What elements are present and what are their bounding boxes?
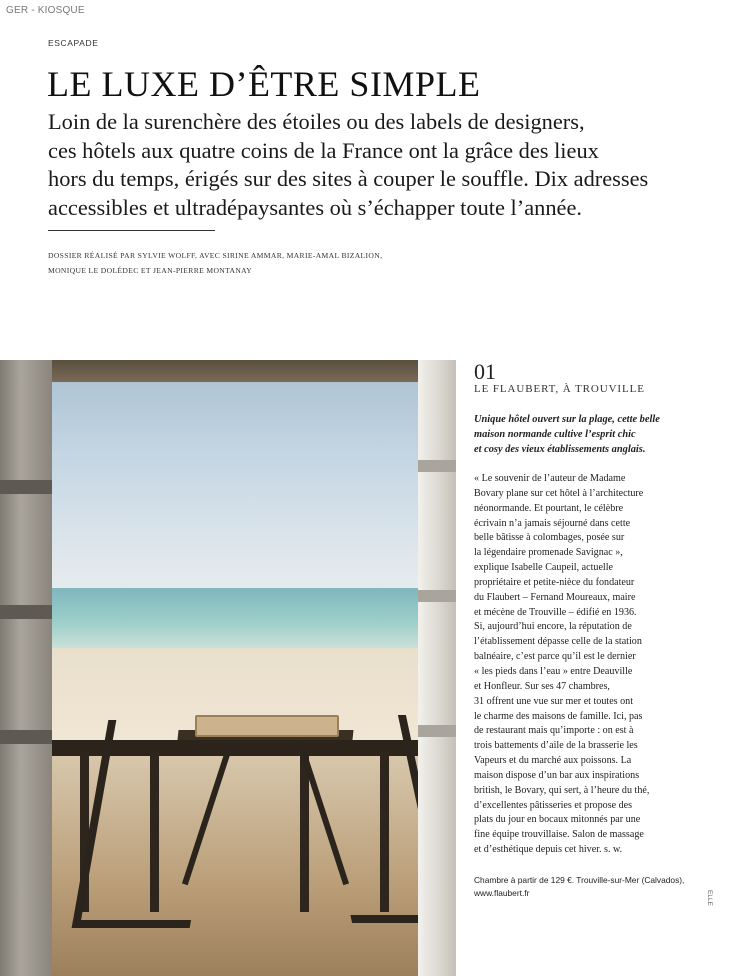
- body-line: et Honfleur. Sur ses 47 chambres,: [474, 680, 610, 692]
- balcony-sea-view-photo: [0, 360, 456, 976]
- body-line: Vapeurs et du marché aux poissons. La: [474, 755, 632, 767]
- body-line: de restaurant mais qu’importe : on est à: [474, 725, 634, 737]
- footer-website-link[interactable]: www.flaubert.fr: [474, 888, 530, 898]
- body-line: Bovary plane sur cet hôtel à l’architecture: [474, 487, 644, 499]
- body-line: fine équipe trouvillaise. Salon de massage: [474, 829, 644, 841]
- article-intro: [474, 413, 660, 457]
- photo-door-frame-right: [418, 360, 456, 976]
- body-line: balnéaire, c’est parce qu’il est le dernier: [474, 651, 636, 663]
- chapo: [48, 108, 688, 222]
- body-line: écrivain n’a jamais séjourné dans cette: [474, 517, 631, 529]
- photo-door-frame-left: [0, 360, 52, 976]
- body-line: Si, aujourd’hui encore, la réputation de: [474, 621, 632, 633]
- source-label: GER - KIOSQUE: [6, 5, 85, 16]
- body-line: 31 offrent une vue sur mer et toutes ont: [474, 695, 634, 707]
- photo-sky: [40, 360, 435, 590]
- body-line: et mécène de Trouville – édifié en 1936.: [474, 606, 637, 618]
- photo-door-mullion: [0, 480, 52, 494]
- photo-door-mullion: [418, 725, 456, 737]
- section-label: ESCAPADE: [48, 38, 99, 48]
- body-line: l’établissement dépasse celle de la station: [474, 636, 642, 648]
- footer-line: Chambre à partir de 129 €. Trouville-sur-Mer (Calvados),: [474, 875, 685, 885]
- chapo-line: accessibles et ultradépaysantes où s’échapper toute l’année.: [48, 194, 583, 220]
- body-line: « Le souvenir de l’auteur de Madame: [474, 473, 626, 484]
- credits-line: DOSSIER RÉALISÉ PAR SYLVIE WOLFF, AVEC SIRINE AMMAR, MARIE-AMAL BIZALION,: [48, 251, 383, 260]
- page-marker: ELLE: [706, 890, 713, 906]
- photo-door-mullion: [418, 460, 456, 472]
- body-line: plats du jour en bocaux mitonnés par une: [474, 814, 641, 826]
- photo-door-mullion: [0, 730, 52, 744]
- intro-line: et cosy des vieux établissements anglais.: [474, 443, 646, 455]
- divider-rule: [48, 230, 215, 231]
- body-line: trois battements d’aile de la brasserie les: [474, 740, 638, 752]
- body-line: du Flaubert – Fernand Moureaux, maire: [474, 591, 636, 603]
- body-line: maison dispose d’un bar aux inspirations: [474, 769, 640, 781]
- photo-door-mullion: [0, 605, 52, 619]
- credits: [48, 248, 382, 278]
- article-subtitle: LE FLAUBERT, À TROUVILLE: [474, 383, 645, 395]
- photo-breakfast-tray: [195, 715, 339, 737]
- body-line: propriétaire et petite-nièce du fondateur: [474, 576, 635, 588]
- body-line: et d’esthétique depuis cet hiver. s. w.: [474, 844, 623, 856]
- body-line: la légendaire promenade Savignac »,: [474, 547, 623, 559]
- body-line: néonormande. Et pourtant, le célèbre: [474, 502, 624, 514]
- photo-sea: [40, 588, 435, 650]
- body-line: « les pieds dans l’eau » entre Deauville: [474, 665, 633, 677]
- photo-lintel: [0, 360, 456, 382]
- chapo-line: ces hôtels aux quatre coins de la France ont la grâce des lieux: [48, 137, 599, 163]
- body-line: d’excellentes pâtisseries et propose des: [474, 799, 633, 811]
- chapo-line: hors du temps, érigés sur des sites à couper le souffle. Dix adresses: [48, 166, 649, 192]
- article-body: [474, 472, 649, 858]
- body-line: belle bâtisse à colombages, posée sur: [474, 532, 625, 544]
- credits-line: MONIQUE LE DOLÉDEC ET JEAN-PIERRE MONTANAY: [48, 266, 253, 275]
- intro-line: Unique hôtel ouvert sur la plage, cette belle: [474, 414, 660, 425]
- body-line: le charme des maisons de famille. Ici, pas: [474, 710, 643, 722]
- photo-door-mullion: [418, 590, 456, 602]
- article-number: 01: [474, 359, 496, 384]
- body-line: explique Isabelle Caupeil, actuelle: [474, 562, 614, 574]
- headline: LE LUXE D’ÊTRE SIMPLE: [47, 64, 481, 104]
- intro-line: maison normande cultive l’esprit chic: [474, 428, 636, 440]
- article-footer: [474, 874, 684, 900]
- body-line: british, le Bovary, qui sert, à l’heure du thé,: [474, 784, 650, 796]
- chapo-line: Loin de la surenchère des étoiles ou des labels de designers,: [48, 109, 585, 134]
